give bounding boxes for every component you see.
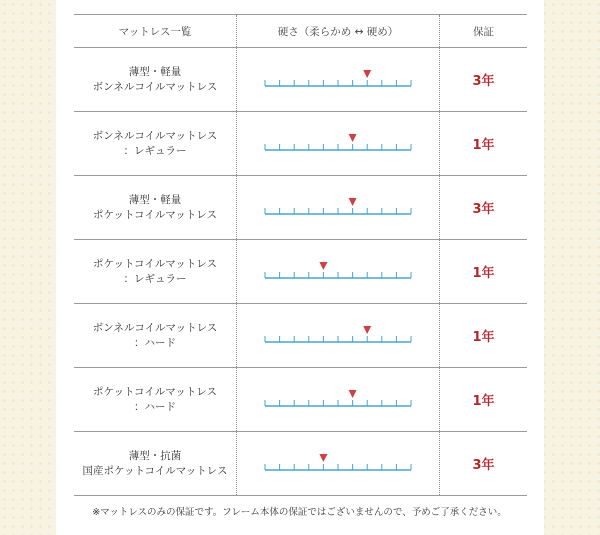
firmness-marker-icon bbox=[349, 134, 357, 142]
warranty-cell bbox=[440, 176, 528, 240]
mattress-name-cell bbox=[74, 240, 237, 304]
firmness-marker-icon bbox=[319, 262, 327, 270]
firmness-cell bbox=[237, 112, 440, 176]
mattress-name-line2: ポケットコイルマットレス bbox=[92, 208, 217, 221]
header-warranty: 保証 bbox=[440, 15, 528, 48]
mattress-name-cell bbox=[74, 176, 237, 240]
mattress-name-cell bbox=[74, 48, 237, 112]
table-header-row bbox=[74, 15, 527, 48]
mattress-name-line1: 薄型・軽量 bbox=[128, 65, 182, 78]
mattress-name-cell bbox=[74, 432, 237, 496]
mattress-name-line1: ボンネルコイルマットレス bbox=[92, 129, 218, 142]
warranty-cell bbox=[440, 432, 528, 496]
table-row bbox=[74, 432, 527, 496]
mattress-comparison-table bbox=[74, 14, 527, 496]
mattress-name-cell bbox=[74, 368, 237, 432]
mattress-name-cell bbox=[74, 304, 237, 368]
table-row bbox=[74, 304, 527, 368]
mattress-name-line2: ：レギュラー bbox=[123, 144, 187, 157]
firmness-marker-icon bbox=[363, 326, 371, 334]
mattress-name-line1: ボンネルコイルマットレス bbox=[92, 321, 218, 334]
firmness-marker-icon bbox=[319, 454, 327, 462]
firmness-cell bbox=[237, 176, 440, 240]
warranty-value: 3年 bbox=[472, 74, 495, 89]
table-row bbox=[74, 48, 527, 112]
firmness-marker-icon bbox=[363, 70, 371, 78]
warranty-value: 1年 bbox=[472, 138, 495, 153]
firmness-cell bbox=[237, 304, 440, 368]
mattress-name-line2: ：ハード bbox=[134, 400, 176, 413]
mattress-name-line1: 薄型・軽量 bbox=[128, 193, 182, 206]
header-mattress-list: マットレス一覧 bbox=[74, 15, 237, 48]
firmness-cell bbox=[237, 240, 440, 304]
firmness-scale bbox=[263, 388, 413, 412]
mattress-name-line2: 国産ポケットコイルマットレス bbox=[82, 464, 228, 477]
warranty-cell bbox=[440, 368, 528, 432]
warranty-cell bbox=[440, 240, 528, 304]
warranty-footnote: ※マットレスのみの保証です。フレーム本体の保証ではございませんので、予めご了承ください。 bbox=[92, 507, 507, 518]
firmness-scale bbox=[263, 132, 413, 156]
mattress-name-line2: ：レギュラー bbox=[123, 272, 187, 285]
warranty-value: 1年 bbox=[472, 266, 495, 281]
mattress-name-line1: ポケットコイルマットレス bbox=[92, 257, 217, 270]
table-row bbox=[74, 176, 527, 240]
warranty-value: 1年 bbox=[472, 330, 495, 345]
mattress-name-cell bbox=[74, 112, 237, 176]
firmness-scale bbox=[263, 68, 413, 92]
firmness-scale bbox=[263, 260, 413, 284]
header-firmness: 硬さ（柔らかめ ↔ 硬め） bbox=[237, 15, 440, 48]
table-row bbox=[74, 368, 527, 432]
mattress-name-line1: ポケットコイルマットレス bbox=[92, 385, 217, 398]
firmness-scale bbox=[263, 196, 413, 220]
firmness-marker-icon bbox=[349, 390, 357, 398]
table-row bbox=[74, 112, 527, 176]
mattress-name-line2: ：ハード bbox=[134, 336, 176, 349]
firmness-cell bbox=[237, 368, 440, 432]
mattress-name-line2: ボンネルコイルマットレス bbox=[92, 80, 218, 93]
warranty-cell bbox=[440, 304, 528, 368]
firmness-scale bbox=[263, 452, 413, 476]
warranty-value: 3年 bbox=[472, 458, 495, 473]
firmness-cell bbox=[237, 432, 440, 496]
firmness-marker-icon bbox=[349, 198, 357, 206]
firmness-cell bbox=[237, 48, 440, 112]
table-row bbox=[74, 240, 527, 304]
firmness-scale bbox=[263, 324, 413, 348]
content-panel bbox=[56, 0, 544, 535]
mattress-name-line1: 薄型・抗菌 bbox=[128, 449, 182, 462]
warranty-value: 1年 bbox=[472, 394, 495, 409]
warranty-value: 3年 bbox=[472, 202, 495, 217]
warranty-cell bbox=[440, 112, 528, 176]
warranty-cell bbox=[440, 48, 528, 112]
